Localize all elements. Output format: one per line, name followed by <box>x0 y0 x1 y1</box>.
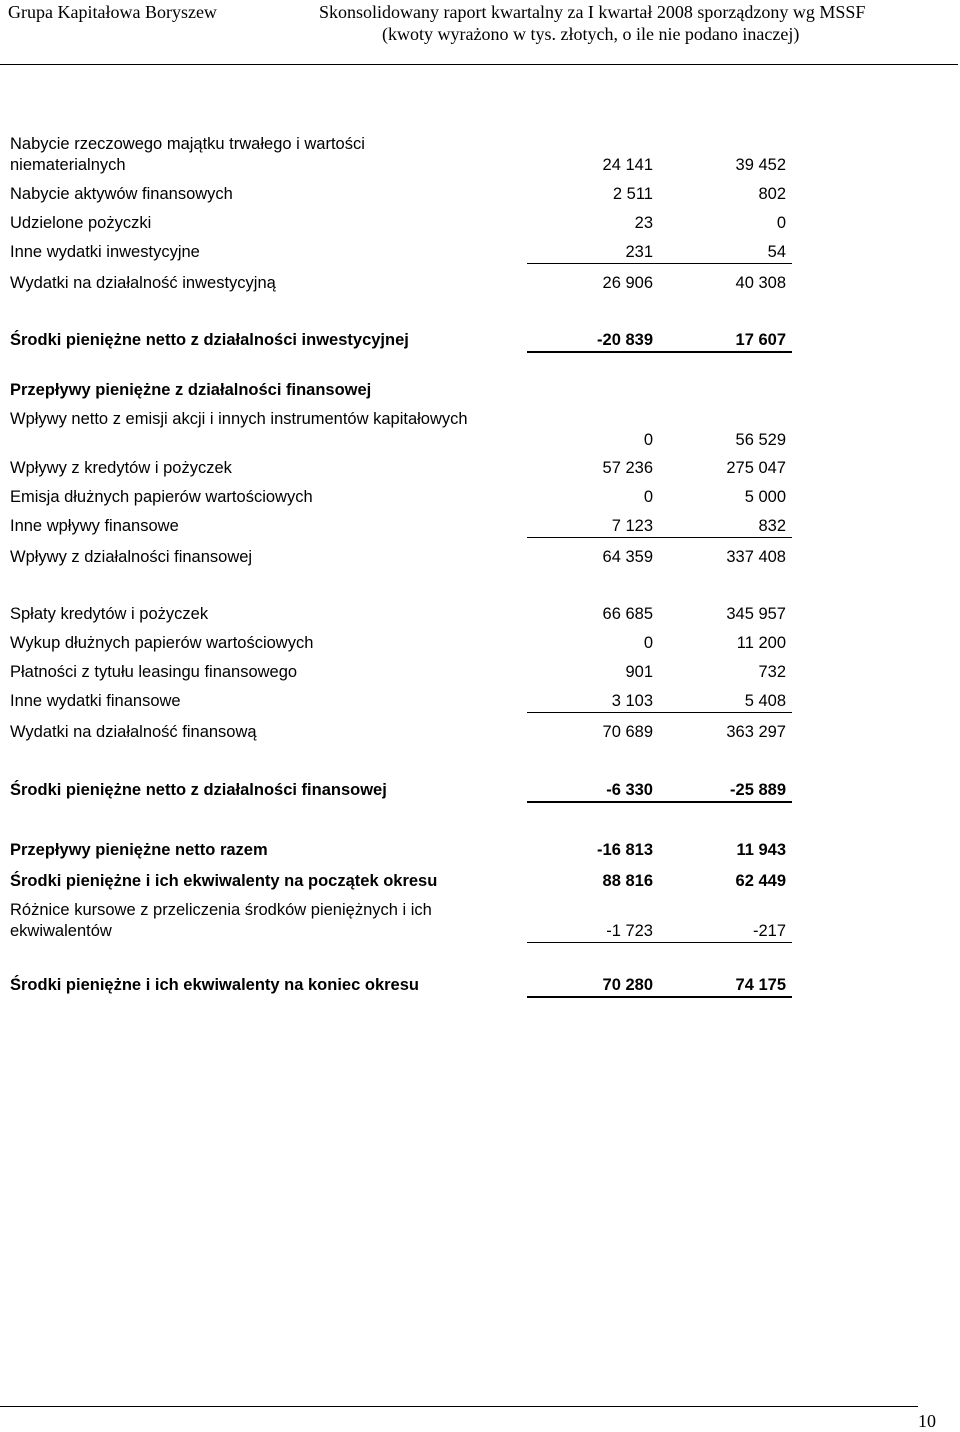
value-current-period: 0 <box>643 634 653 652</box>
total-underline <box>527 537 792 538</box>
row-label: Wpływy netto z emisji akcji i innych instrumentów kapitałowych <box>10 410 468 428</box>
value-prior-period: 56 529 <box>735 431 786 449</box>
value-current-period: 66 685 <box>602 605 653 623</box>
value-prior-period: 62 449 <box>735 872 786 890</box>
report-title: Skonsolidowany raport kwartalny za I kwartał 2008 sporządzony wg MSSF <box>319 2 866 22</box>
value-prior-period: 74 175 <box>735 976 786 994</box>
value-current-period: 70 689 <box>602 723 653 741</box>
units-note: (kwoty wyrażono w tys. złotych, o ile nie podano inaczej) <box>382 24 800 44</box>
value-current-period: 57 236 <box>602 459 653 477</box>
value-prior-period: 832 <box>758 517 786 535</box>
value-current-period: 7 123 <box>611 517 653 535</box>
row-label: Przepływy pieniężne z działalności finansowej <box>10 381 372 399</box>
value-prior-period: 0 <box>776 214 786 232</box>
value-prior-period: 54 <box>767 243 786 261</box>
value-prior-period: 337 408 <box>726 548 786 566</box>
value-current-period: -1 723 <box>606 922 653 940</box>
value-prior-period: 732 <box>758 663 786 681</box>
value-current-period: 64 359 <box>602 548 653 566</box>
value-prior-period: 40 308 <box>735 274 786 292</box>
value-prior-period: 5 408 <box>744 692 786 710</box>
total-underline <box>527 712 792 713</box>
total-underline <box>527 263 792 264</box>
total-underline <box>527 801 792 803</box>
value-prior-period: -25 889 <box>730 781 786 799</box>
row-label: Środki pieniężne netto z działalności inwestycyjnej <box>10 331 409 349</box>
footer-divider <box>0 1406 918 1407</box>
total-underline <box>527 351 792 353</box>
row-label: Przepływy pieniężne netto razem <box>10 841 268 859</box>
value-prior-period: 11 200 <box>736 634 786 652</box>
row-label: Środki pieniężne i ich ekwiwalenty na początek okresu <box>10 872 438 890</box>
row-label: Wydatki na działalność finansową <box>10 723 257 741</box>
value-prior-period: 345 957 <box>726 605 786 623</box>
value-current-period: 2 511 <box>612 185 653 203</box>
value-prior-period: 39 452 <box>735 156 786 174</box>
value-prior-period: 11 943 <box>736 841 786 859</box>
row-label: Środki pieniężne i ich ekwiwalenty na koniec okresu <box>10 976 419 994</box>
value-current-period: -20 839 <box>597 331 653 349</box>
row-label: Płatności z tytułu leasingu finansowego <box>10 663 298 681</box>
value-current-period: 88 816 <box>602 872 653 890</box>
row-label: Inne wpływy finansowe <box>10 517 179 535</box>
value-prior-period: 275 047 <box>726 459 786 477</box>
row-label: Wykup dłużnych papierów wartościowych <box>10 634 314 652</box>
company-name: Grupa Kapitałowa Boryszew <box>8 2 217 22</box>
total-underline <box>527 942 792 943</box>
value-current-period: 23 <box>634 214 653 232</box>
value-prior-period: 5 000 <box>744 488 786 506</box>
value-current-period: -6 330 <box>606 781 653 799</box>
value-current-period: 0 <box>643 488 653 506</box>
row-label: Inne wydatki finansowe <box>10 692 181 710</box>
row-label: Wpływy z kredytów i pożyczek <box>10 459 232 477</box>
row-label: Udzielone pożyczki <box>10 214 152 232</box>
value-prior-period: -217 <box>752 922 786 940</box>
page-number: 10 <box>918 1411 936 1431</box>
value-prior-period: 802 <box>758 185 786 203</box>
value-current-period: 901 <box>625 663 653 681</box>
total-underline <box>527 996 792 998</box>
row-label: Wpływy z działalności finansowej <box>10 548 253 566</box>
row-label: Nabycie aktywów finansowych <box>10 185 233 203</box>
row-label: Różnice kursowe z przeliczenia środków pieniężnych i ich ekwiwalentów <box>10 901 432 940</box>
value-current-period: 3 103 <box>611 692 653 710</box>
value-current-period: 24 141 <box>602 156 653 174</box>
value-current-period: 26 906 <box>602 274 653 292</box>
row-label: Nabycie rzeczowego majątku trwałego i wartości niematerialnych <box>10 135 365 174</box>
row-label: Spłaty kredytów i pożyczek <box>10 605 209 623</box>
row-label: Inne wydatki inwestycyjne <box>10 243 200 261</box>
value-current-period: 70 280 <box>602 976 653 994</box>
row-label: Wydatki na działalność inwestycyjną <box>10 274 276 292</box>
value-current-period: -16 813 <box>597 841 653 859</box>
value-current-period: 0 <box>643 431 653 449</box>
row-label: Środki pieniężne netto z działalności finansowej <box>10 781 387 799</box>
row-label: Emisja dłużnych papierów wartościowych <box>10 488 313 506</box>
value-current-period: 231 <box>625 243 653 261</box>
value-prior-period: 17 607 <box>735 331 786 349</box>
value-prior-period: 363 297 <box>726 723 786 741</box>
